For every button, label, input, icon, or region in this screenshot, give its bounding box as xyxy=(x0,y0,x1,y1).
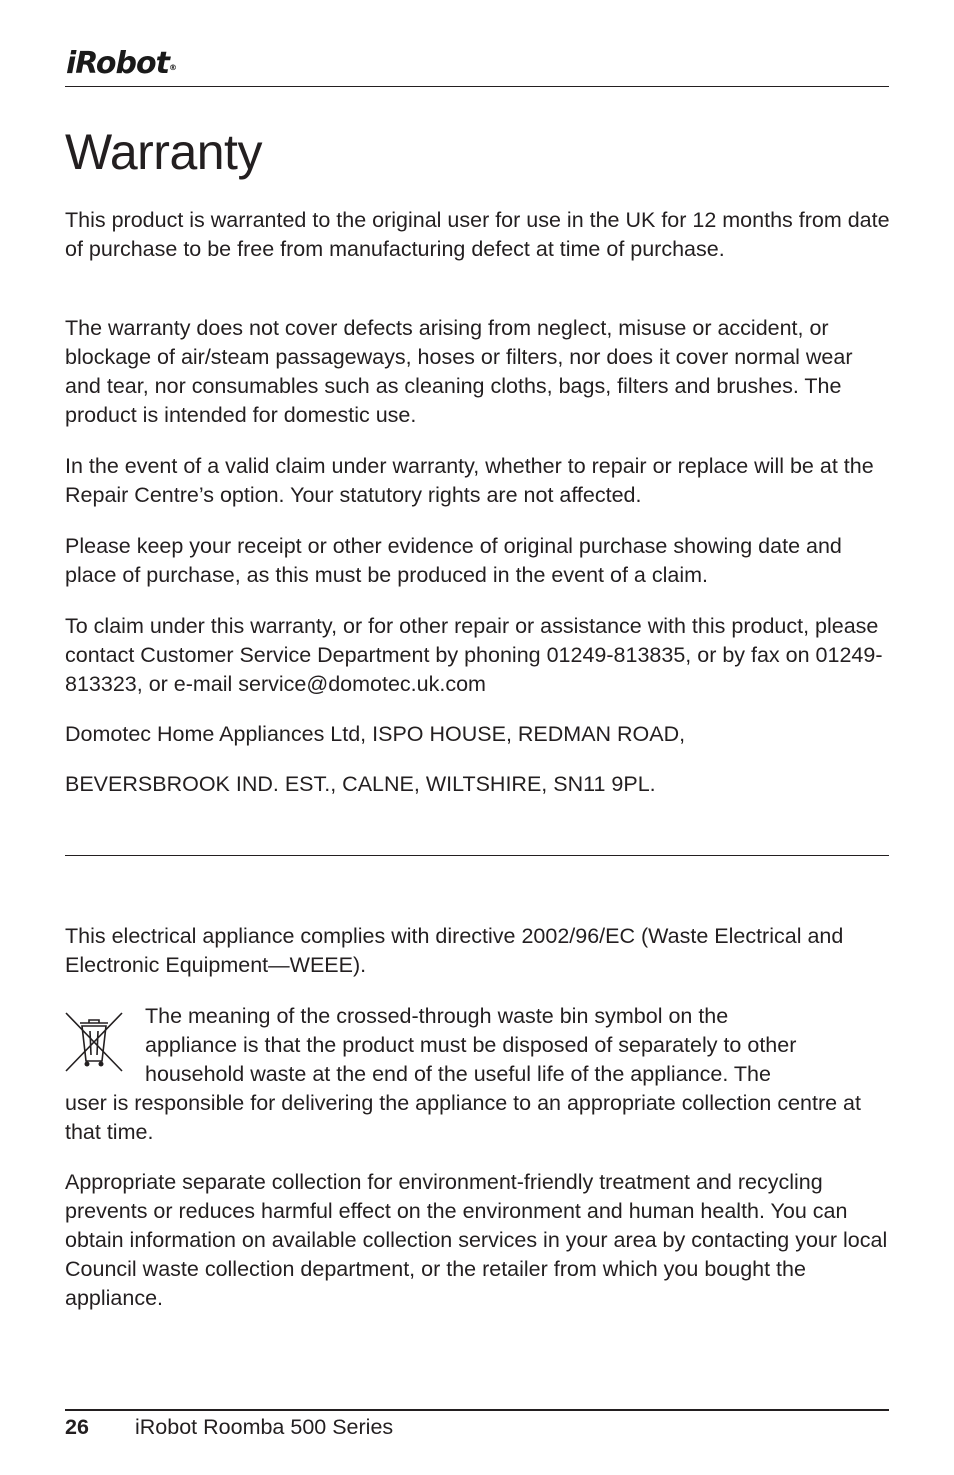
weee-symbol-line-1: The meaning of the crossed-through waste bin symbol on the xyxy=(145,1004,729,1028)
weee-symbol-text-indented xyxy=(145,1002,905,1089)
weee-intro: This electrical appliance complies with directive 2002/96/EC (Waste Electrical and Electronic Equipment—WEEE). xyxy=(65,924,844,977)
warranty-paragraph-5: To claim under this warranty, or for other repair or assistance with this product, please contact Customer Service Department by phoning 01249-813835, or by fax on 01249-813323, or e-mail service@domotec.uk.com xyxy=(65,614,883,696)
logo-text: iRobot xyxy=(66,46,169,81)
crossed-bin-icon xyxy=(64,1011,124,1073)
warranty-paragraph-2: The warranty does not cover defects arising from neglect, misuse or accident, or blockage of air/steam passageways, hoses or filters, nor does it cover normal wear and tear, nor consumables such as cleaning cloths, bags, filters and brushes. The product is intended for domestic use. xyxy=(65,316,853,427)
warranty-paragraph-1: This product is warranted to the original user for use in the UK for 12 months from date of purchase to be free from manufacturing defect at time of purchase. xyxy=(65,208,890,261)
weee-symbol-text-rest: user is responsible for delivering the appliance to an appropriate collection centre at that time. xyxy=(65,1091,861,1144)
warranty-paragraph-3: In the event of a valid claim under warranty, whether to repair or replace will be at the Repair Centre’s option. Your statutory rights are not affected. xyxy=(65,454,874,507)
section-divider xyxy=(65,855,889,856)
footer-divider xyxy=(65,1409,889,1411)
weee-symbol-line-2: appliance is that the product must be disposed of separately to other xyxy=(145,1033,797,1057)
page-title: Warranty xyxy=(65,124,262,180)
weee-symbol-line-3: household waste at the end of the useful life of the appliance. The xyxy=(145,1062,771,1086)
weee-collection-paragraph: Appropriate separate collection for environment-friendly treatment and recycling prevents or reduces harmful effect on the environment and human health. You can obtain information on available collection services in your area by contacting your local Council waste collection department, or the retailer from which you bought the appliance. xyxy=(65,1170,888,1310)
footer-doc-title: iRobot Roomba 500 Series xyxy=(135,1415,394,1439)
header-divider xyxy=(65,86,889,87)
page-number: 26 xyxy=(65,1415,89,1439)
address-line-2: BEVERSBROOK IND. EST., CALNE, WILTSHIRE, SN11 9PL. xyxy=(65,772,656,796)
registered-mark: ® xyxy=(168,63,176,72)
irobot-logo xyxy=(66,46,176,82)
address-line-1: Domotec Home Appliances Ltd, ISPO HOUSE, REDMAN ROAD, xyxy=(65,722,686,746)
warranty-paragraph-4: Please keep your receipt or other evidence of original purchase showing date and place of purchase, as this must be produced in the event of a claim. xyxy=(65,534,842,587)
